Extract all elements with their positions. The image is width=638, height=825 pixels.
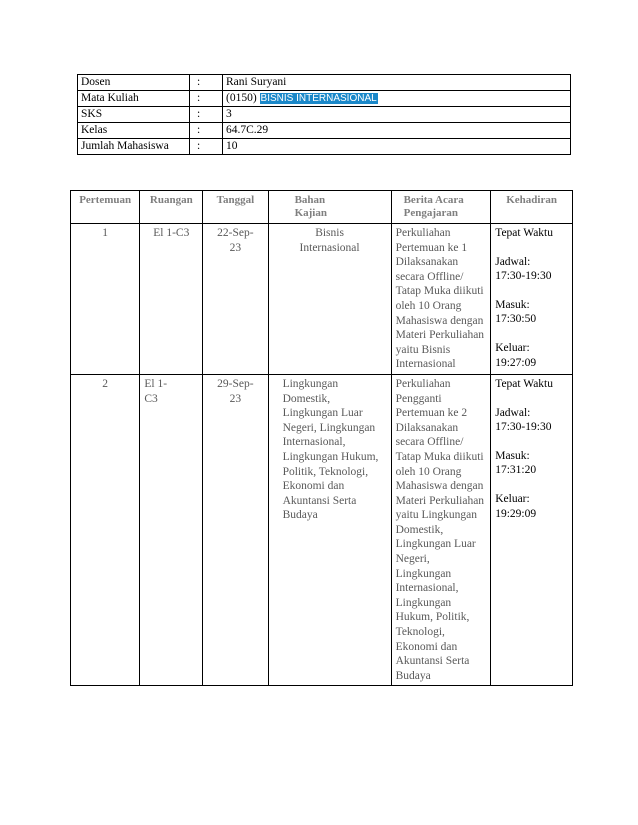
header-tanggal: Tanggal (203, 191, 268, 224)
masuk-label: Masuk: (495, 298, 530, 311)
header-pertemuan: Pertemuan (71, 191, 140, 224)
cell-berita-acara: Perkuliahan Pertemuan ke 1 Dilaksanakan secara Offline/ Tatap Muka diikuti oleh 10 Orang Mahasiswa dengan Materi Perkuliahan yaitu Bisnis Internasional (391, 224, 491, 375)
info-separator: : (190, 91, 223, 107)
info-label: Dosen (78, 75, 190, 91)
tanggal-line2: 23 (229, 241, 242, 254)
table-row (71, 374, 573, 685)
keluar-value: 19:29:09 (495, 507, 537, 520)
info-row-jumlah-mahasiswa (78, 139, 571, 155)
info-value: Rani Suryani (223, 75, 571, 91)
jadwal-value: 17:30-19:30 (495, 270, 552, 283)
info-row-dosen (78, 75, 571, 91)
info-label: SKS (78, 107, 190, 123)
header-kehadiran: Kehadiran (491, 191, 573, 224)
info-separator: : (190, 107, 223, 123)
header-bahan-line1: Bahan (294, 194, 326, 206)
info-value (223, 91, 571, 107)
info-row-mata-kuliah (78, 91, 571, 107)
course-name-highlight: BISNIS INTERNASIONAL (260, 93, 377, 104)
schedule-header-row (71, 191, 573, 224)
tanggal-line2: 23 (229, 392, 242, 405)
cell-ruangan (140, 374, 203, 685)
course-code: (0150) (226, 92, 257, 104)
tanggal-line1: 22-Sep- (217, 227, 254, 239)
keluar-label: Keluar: (495, 341, 530, 354)
cell-pertemuan: 1 (71, 224, 140, 375)
info-value: 10 (223, 139, 571, 155)
jadwal-label: Jadwal: (495, 255, 531, 268)
cell-tanggal (203, 374, 268, 685)
ruangan-line1: El 1- (144, 377, 168, 390)
bahan-line1: Bisnis (315, 227, 344, 239)
kehadiran-status: Tepat Waktu (495, 227, 553, 239)
info-separator: : (190, 75, 223, 91)
header-berita-line1: Berita Acara (403, 194, 464, 206)
kehadiran-status: Tepat Waktu (495, 377, 553, 390)
jadwal-value: 17:30-19:30 (495, 421, 552, 434)
schedule-table (70, 190, 573, 686)
ruangan-line2: C3 (144, 392, 158, 405)
cell-kehadiran (491, 224, 573, 375)
info-separator: : (190, 139, 223, 155)
bahan-line2: Internasional (299, 241, 360, 254)
cell-berita-acara: Perkuliahan Pengganti Pertemuan ke 2 Dilaksanakan secara Offline/ Tatap Muka diikuti oleh 10 Orang Mahasiswa dengan Materi Perkuliahan yaitu Lingkungan Domestik, Lingkungan Luar Negeri, Lingkungan Internasional, Lingkungan Hukum, Politik, Teknologi, Ekonomi dan Akuntansi Serta Budaya (391, 374, 491, 685)
info-row-kelas (78, 123, 571, 139)
keluar-label: Keluar: (495, 492, 530, 505)
cell-kehadiran (491, 374, 573, 685)
cell-pertemuan: 2 (71, 374, 140, 685)
info-label: Kelas (78, 123, 190, 139)
header-berita-acara (391, 191, 491, 224)
cell-tanggal (203, 224, 268, 375)
masuk-label: Masuk: (495, 449, 530, 462)
info-label: Jumlah Mahasiswa (78, 139, 190, 155)
info-separator: : (190, 123, 223, 139)
course-info-table (77, 74, 571, 155)
info-value: 64.7C.29 (223, 123, 571, 139)
tanggal-line1: 29-Sep- (217, 377, 254, 390)
masuk-value: 17:30:50 (495, 313, 537, 326)
masuk-value: 17:31:20 (495, 464, 537, 477)
header-ruangan: Ruangan (140, 191, 203, 224)
info-value: 3 (223, 107, 571, 123)
cell-bahan-kajian: Lingkungan Domestik, Lingkungan Luar Negeri, Lingkungan Internasional, Lingkungan Hukum, Politik, Teknologi, Ekonomi dan Akuntansi Serta Budaya (268, 374, 391, 685)
header-bahan-kajian (268, 191, 391, 224)
header-bahan-line2: Kajian (294, 207, 327, 219)
info-label: Mata Kuliah (78, 91, 190, 107)
cell-ruangan: El 1-C3 (140, 224, 203, 375)
jadwal-label: Jadwal: (495, 406, 531, 419)
header-berita-line2: Pengajaran (403, 207, 458, 219)
info-row-sks (78, 107, 571, 123)
keluar-value: 19:27:09 (495, 356, 537, 369)
table-row (71, 224, 573, 375)
cell-bahan-kajian (268, 224, 391, 375)
